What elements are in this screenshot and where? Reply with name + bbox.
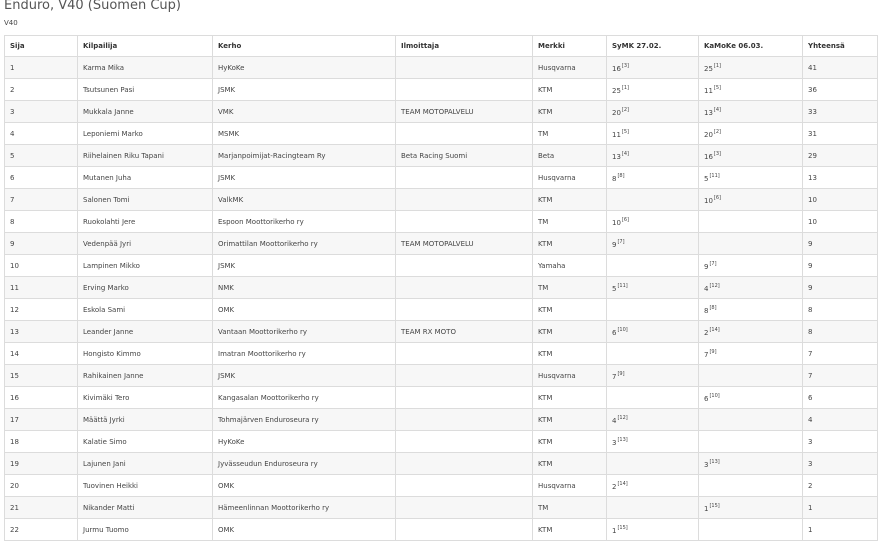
cell-kamoke-points <box>699 497 803 519</box>
table-row <box>5 497 878 519</box>
cell-ilmoittaja <box>396 409 533 431</box>
points-value: 7 <box>704 350 709 359</box>
cell-kerho: JSMK <box>213 255 396 277</box>
header-sija: Sija <box>5 36 78 57</box>
table-row <box>5 453 878 475</box>
cell-sija: 10 <box>5 255 78 277</box>
cell-kilpailija: Eskola Sami <box>78 299 213 321</box>
cell-merkki: KTM <box>533 233 607 255</box>
table-row <box>5 387 878 409</box>
cell-kamoke-points <box>699 167 803 189</box>
cell-kilpailija: Erving Marko <box>78 277 213 299</box>
points-value: 8 <box>612 174 617 183</box>
cell-symk-points <box>607 101 699 123</box>
header-kamoke: KaMoKe 06.03. <box>699 36 803 57</box>
page-title: Enduro, V40 (Suomen Cup) <box>4 0 181 13</box>
cell-yhteensa: 10 <box>803 189 878 211</box>
placing-note: [2] <box>621 106 630 113</box>
cell-kamoke-points <box>699 475 803 497</box>
table-row <box>5 321 878 343</box>
placing-note: [1] <box>713 62 722 69</box>
placing-note: [10] <box>709 392 720 399</box>
cell-ilmoittaja: TEAM RX MOTO <box>396 321 533 343</box>
cell-kilpailija: Lampinen Mikko <box>78 255 213 277</box>
cell-kilpailija: Määttä Jyrki <box>78 409 213 431</box>
cell-symk-points <box>607 167 699 189</box>
cell-kilpailija: Karma Mika <box>78 57 213 79</box>
cell-sija: 4 <box>5 123 78 145</box>
cell-kamoke-points <box>699 57 803 79</box>
points-value: 20 <box>704 130 713 139</box>
cell-sija: 22 <box>5 519 78 541</box>
cell-merkki: Husqvarna <box>533 167 607 189</box>
cell-sija: 15 <box>5 365 78 387</box>
cell-kerho: Imatran Moottorikerho ry <box>213 343 396 365</box>
cell-kilpailija: Vedenpää Jyri <box>78 233 213 255</box>
points-value: 8 <box>704 306 709 315</box>
points-value: 13 <box>704 108 713 117</box>
table-row <box>5 299 878 321</box>
cell-sija: 16 <box>5 387 78 409</box>
cell-ilmoittaja <box>396 519 533 541</box>
header-kerho: Kerho <box>213 36 396 57</box>
cell-symk-points <box>607 123 699 145</box>
points-value: 11 <box>704 86 713 95</box>
cell-kamoke-points <box>699 453 803 475</box>
cell-ilmoittaja <box>396 475 533 497</box>
cell-symk-points <box>607 409 699 431</box>
cell-yhteensa: 1 <box>803 497 878 519</box>
points-value: 20 <box>612 108 621 117</box>
cell-sija: 20 <box>5 475 78 497</box>
cell-merkki: TM <box>533 497 607 519</box>
cell-symk-points <box>607 497 699 519</box>
cell-kamoke-points <box>699 387 803 409</box>
class-label: V40 <box>4 19 18 27</box>
cell-yhteensa: 13 <box>803 167 878 189</box>
cell-merkki: KTM <box>533 299 607 321</box>
cell-merkki: TM <box>533 123 607 145</box>
cell-kerho: OMK <box>213 519 396 541</box>
placing-note: [5] <box>621 128 630 135</box>
cell-yhteensa: 29 <box>803 145 878 167</box>
cell-merkki: KTM <box>533 519 607 541</box>
cell-merkki: TM <box>533 211 607 233</box>
cell-kilpailija: Hongisto Kimmo <box>78 343 213 365</box>
placing-note: [12] <box>709 282 720 289</box>
cell-symk-points <box>607 431 699 453</box>
table-row <box>5 145 878 167</box>
table-row <box>5 277 878 299</box>
cell-yhteensa: 8 <box>803 321 878 343</box>
placing-note: [2] <box>713 128 722 135</box>
cell-kerho: JSMK <box>213 79 396 101</box>
cell-symk-points <box>607 79 699 101</box>
cell-yhteensa: 41 <box>803 57 878 79</box>
cell-ilmoittaja <box>396 255 533 277</box>
header-yhteensa: Yhteensä <box>803 36 878 57</box>
table-row <box>5 409 878 431</box>
cell-yhteensa: 33 <box>803 101 878 123</box>
cell-yhteensa: 36 <box>803 79 878 101</box>
cell-ilmoittaja: Beta Racing Suomi <box>396 145 533 167</box>
points-value: 1 <box>612 526 617 535</box>
placing-note: [9] <box>617 370 625 377</box>
cell-kilpailija: Ruokolahti Jere <box>78 211 213 233</box>
placing-note: [4] <box>713 106 722 113</box>
cell-kerho: ValkMK <box>213 189 396 211</box>
cell-ilmoittaja <box>396 365 533 387</box>
cell-kamoke-points <box>699 189 803 211</box>
cell-merkki: KTM <box>533 387 607 409</box>
cell-symk-points <box>607 299 699 321</box>
cell-sija: 11 <box>5 277 78 299</box>
cell-symk-points <box>607 57 699 79</box>
cell-merkki: Husqvarna <box>533 365 607 387</box>
cell-yhteensa: 9 <box>803 233 878 255</box>
cell-ilmoittaja <box>396 453 533 475</box>
placing-note: [11] <box>709 172 720 179</box>
table-row <box>5 189 878 211</box>
cell-sija: 13 <box>5 321 78 343</box>
points-value: 6 <box>704 394 709 403</box>
cell-merkki: TM <box>533 277 607 299</box>
cell-sija: 9 <box>5 233 78 255</box>
placing-note: [15] <box>709 502 720 509</box>
cell-kerho: Tohmajärven Enduroseura ry <box>213 409 396 431</box>
points-value: 16 <box>612 64 621 73</box>
cell-symk-points <box>607 475 699 497</box>
cell-ilmoittaja <box>396 211 533 233</box>
placing-note: [11] <box>617 282 628 289</box>
header-merkki: Merkki <box>533 36 607 57</box>
cell-sija: 18 <box>5 431 78 453</box>
cell-merkki: Husqvarna <box>533 57 607 79</box>
cell-kamoke-points <box>699 365 803 387</box>
points-value: 7 <box>612 372 617 381</box>
cell-yhteensa: 3 <box>803 453 878 475</box>
cell-sija: 5 <box>5 145 78 167</box>
cell-merkki: Beta <box>533 145 607 167</box>
points-value: 6 <box>612 328 617 337</box>
cell-merkki: KTM <box>533 101 607 123</box>
cell-sija: 19 <box>5 453 78 475</box>
points-value: 10 <box>704 196 713 205</box>
cell-kilpailija: Tuovinen Heikki <box>78 475 213 497</box>
cell-kilpailija: Mutanen Juha <box>78 167 213 189</box>
table-row <box>5 255 878 277</box>
cell-kerho: NMK <box>213 277 396 299</box>
points-value: 11 <box>612 130 621 139</box>
cell-kilpailija: Lajunen Jani <box>78 453 213 475</box>
cell-sija: 21 <box>5 497 78 519</box>
placing-note: [13] <box>617 436 628 443</box>
placing-note: [7] <box>617 238 625 245</box>
cell-kerho: OMK <box>213 475 396 497</box>
cell-ilmoittaja <box>396 431 533 453</box>
cell-yhteensa: 3 <box>803 431 878 453</box>
cell-kamoke-points <box>699 299 803 321</box>
cell-kamoke-points <box>699 431 803 453</box>
header-ilmoittaja: Ilmoittaja <box>396 36 533 57</box>
cell-ilmoittaja <box>396 299 533 321</box>
points-value: 9 <box>612 240 617 249</box>
cell-kilpailija: Jurmu Tuomo <box>78 519 213 541</box>
table-row <box>5 519 878 541</box>
cell-sija: 17 <box>5 409 78 431</box>
points-value: 3 <box>704 460 709 469</box>
placing-note: [8] <box>709 304 717 311</box>
placing-note: [10] <box>617 326 628 333</box>
cell-sija: 2 <box>5 79 78 101</box>
cell-symk-points <box>607 211 699 233</box>
cell-kamoke-points <box>699 321 803 343</box>
cell-merkki: Husqvarna <box>533 475 607 497</box>
cell-kamoke-points <box>699 343 803 365</box>
cell-ilmoittaja <box>396 387 533 409</box>
cell-kerho: Orimattilan Moottorikerho ry <box>213 233 396 255</box>
cell-kerho: MSMK <box>213 123 396 145</box>
cell-yhteensa: 8 <box>803 299 878 321</box>
header-kilpailija: Kilpailija <box>78 36 213 57</box>
cell-merkki: KTM <box>533 453 607 475</box>
points-value: 4 <box>704 284 709 293</box>
points-value: 10 <box>612 218 621 227</box>
points-value: 4 <box>612 416 617 425</box>
cell-symk-points <box>607 343 699 365</box>
placing-note: [3] <box>713 150 722 157</box>
placing-note: [1] <box>621 84 630 91</box>
cell-merkki: Yamaha <box>533 255 607 277</box>
cell-symk-points <box>607 233 699 255</box>
cell-yhteensa: 9 <box>803 277 878 299</box>
cell-merkki: KTM <box>533 431 607 453</box>
cell-kamoke-points <box>699 211 803 233</box>
cell-kerho: HyKoKe <box>213 431 396 453</box>
cell-ilmoittaja <box>396 57 533 79</box>
cell-kerho: HyKoKe <box>213 57 396 79</box>
cell-kerho: VMK <box>213 101 396 123</box>
cell-yhteensa: 2 <box>803 475 878 497</box>
cell-symk-points <box>607 277 699 299</box>
cell-kamoke-points <box>699 233 803 255</box>
table-row <box>5 57 878 79</box>
points-value: 25 <box>612 86 621 95</box>
cell-ilmoittaja <box>396 123 533 145</box>
cell-symk-points <box>607 453 699 475</box>
cell-yhteensa: 1 <box>803 519 878 541</box>
placing-note: [6] <box>621 216 630 223</box>
cell-kilpailija: Kivimäki Tero <box>78 387 213 409</box>
points-value: 9 <box>704 262 709 271</box>
points-value: 3 <box>612 438 617 447</box>
cell-kerho: Vantaan Moottorikerho ry <box>213 321 396 343</box>
cell-ilmoittaja <box>396 497 533 519</box>
cell-merkki: KTM <box>533 189 607 211</box>
cell-kerho: JSMK <box>213 167 396 189</box>
cell-merkki: KTM <box>533 409 607 431</box>
cell-kerho: JSMK <box>213 365 396 387</box>
cell-kamoke-points <box>699 519 803 541</box>
points-value: 16 <box>704 152 713 161</box>
cell-sija: 14 <box>5 343 78 365</box>
cell-kerho: Marjanpoimijat-Racingteam Ry <box>213 145 396 167</box>
placing-note: [9] <box>709 348 717 355</box>
cell-symk-points <box>607 519 699 541</box>
cell-kamoke-points <box>699 145 803 167</box>
placing-note: [5] <box>713 84 722 91</box>
cell-merkki: KTM <box>533 343 607 365</box>
points-value: 13 <box>612 152 621 161</box>
table-row <box>5 211 878 233</box>
cell-symk-points <box>607 145 699 167</box>
table-row <box>5 123 878 145</box>
cell-symk-points <box>607 365 699 387</box>
results-body <box>5 57 878 541</box>
cell-sija: 12 <box>5 299 78 321</box>
cell-kamoke-points <box>699 123 803 145</box>
cell-kamoke-points <box>699 101 803 123</box>
cell-yhteensa: 7 <box>803 343 878 365</box>
placing-note: [12] <box>617 414 628 421</box>
cell-yhteensa: 9 <box>803 255 878 277</box>
cell-ilmoittaja <box>396 167 533 189</box>
placing-note: [13] <box>709 458 720 465</box>
cell-kilpailija: Rahikainen Janne <box>78 365 213 387</box>
cell-ilmoittaja <box>396 277 533 299</box>
cell-kamoke-points <box>699 409 803 431</box>
cell-yhteensa: 10 <box>803 211 878 233</box>
table-row <box>5 233 878 255</box>
cell-kilpailija: Salonen Tomi <box>78 189 213 211</box>
table-row <box>5 101 878 123</box>
results-table <box>4 35 878 541</box>
cell-kerho: Kangasalan Moottorikerho ry <box>213 387 396 409</box>
cell-symk-points <box>607 321 699 343</box>
cell-kamoke-points <box>699 277 803 299</box>
cell-symk-points <box>607 189 699 211</box>
table-row <box>5 431 878 453</box>
cell-kerho: Hämeenlinnan Moottorikerho ry <box>213 497 396 519</box>
cell-sija: 7 <box>5 189 78 211</box>
cell-kilpailija: Riihelainen Riku Tapani <box>78 145 213 167</box>
cell-kamoke-points <box>699 255 803 277</box>
cell-symk-points <box>607 387 699 409</box>
cell-ilmoittaja <box>396 79 533 101</box>
placing-note: [6] <box>713 194 722 201</box>
cell-kamoke-points <box>699 79 803 101</box>
cell-sija: 6 <box>5 167 78 189</box>
cell-yhteensa: 31 <box>803 123 878 145</box>
cell-yhteensa: 7 <box>803 365 878 387</box>
points-value: 2 <box>612 482 617 491</box>
cell-ilmoittaja: TEAM MOTOPALVELU <box>396 233 533 255</box>
points-value: 5 <box>704 174 709 183</box>
table-row <box>5 475 878 497</box>
placing-note: [15] <box>617 524 628 531</box>
cell-ilmoittaja <box>396 189 533 211</box>
cell-kerho: Espoon Moottorikerho ry <box>213 211 396 233</box>
cell-kilpailija: Kalatie Simo <box>78 431 213 453</box>
placing-note: [14] <box>709 326 720 333</box>
cell-sija: 8 <box>5 211 78 233</box>
points-value: 1 <box>704 504 709 513</box>
cell-sija: 3 <box>5 101 78 123</box>
cell-kilpailija: Tsutsunen Pasi <box>78 79 213 101</box>
points-value: 5 <box>612 284 617 293</box>
placing-note: [4] <box>621 150 630 157</box>
points-value: 25 <box>704 64 713 73</box>
table-row <box>5 167 878 189</box>
header-symk: SyMK 27.02. <box>607 36 699 57</box>
placing-note: [14] <box>617 480 628 487</box>
cell-kilpailija: Leponiemi Marko <box>78 123 213 145</box>
placing-note: [8] <box>617 172 625 179</box>
table-row <box>5 343 878 365</box>
cell-yhteensa: 4 <box>803 409 878 431</box>
cell-kilpailija: Leander Janne <box>78 321 213 343</box>
cell-sija: 1 <box>5 57 78 79</box>
cell-ilmoittaja: TEAM MOTOPALVELU <box>396 101 533 123</box>
cell-ilmoittaja <box>396 343 533 365</box>
cell-kilpailija: Nikander Matti <box>78 497 213 519</box>
cell-yhteensa: 6 <box>803 387 878 409</box>
points-value: 2 <box>704 328 709 337</box>
cell-kerho: OMK <box>213 299 396 321</box>
cell-kerho: Jyvässeudun Enduroseura ry <box>213 453 396 475</box>
placing-note: [7] <box>709 260 717 267</box>
cell-kilpailija: Mukkala Janne <box>78 101 213 123</box>
table-row <box>5 79 878 101</box>
cell-merkki: KTM <box>533 321 607 343</box>
cell-symk-points <box>607 255 699 277</box>
cell-merkki: KTM <box>533 79 607 101</box>
placing-note: [3] <box>621 62 630 69</box>
header-row <box>5 36 878 57</box>
table-row <box>5 365 878 387</box>
